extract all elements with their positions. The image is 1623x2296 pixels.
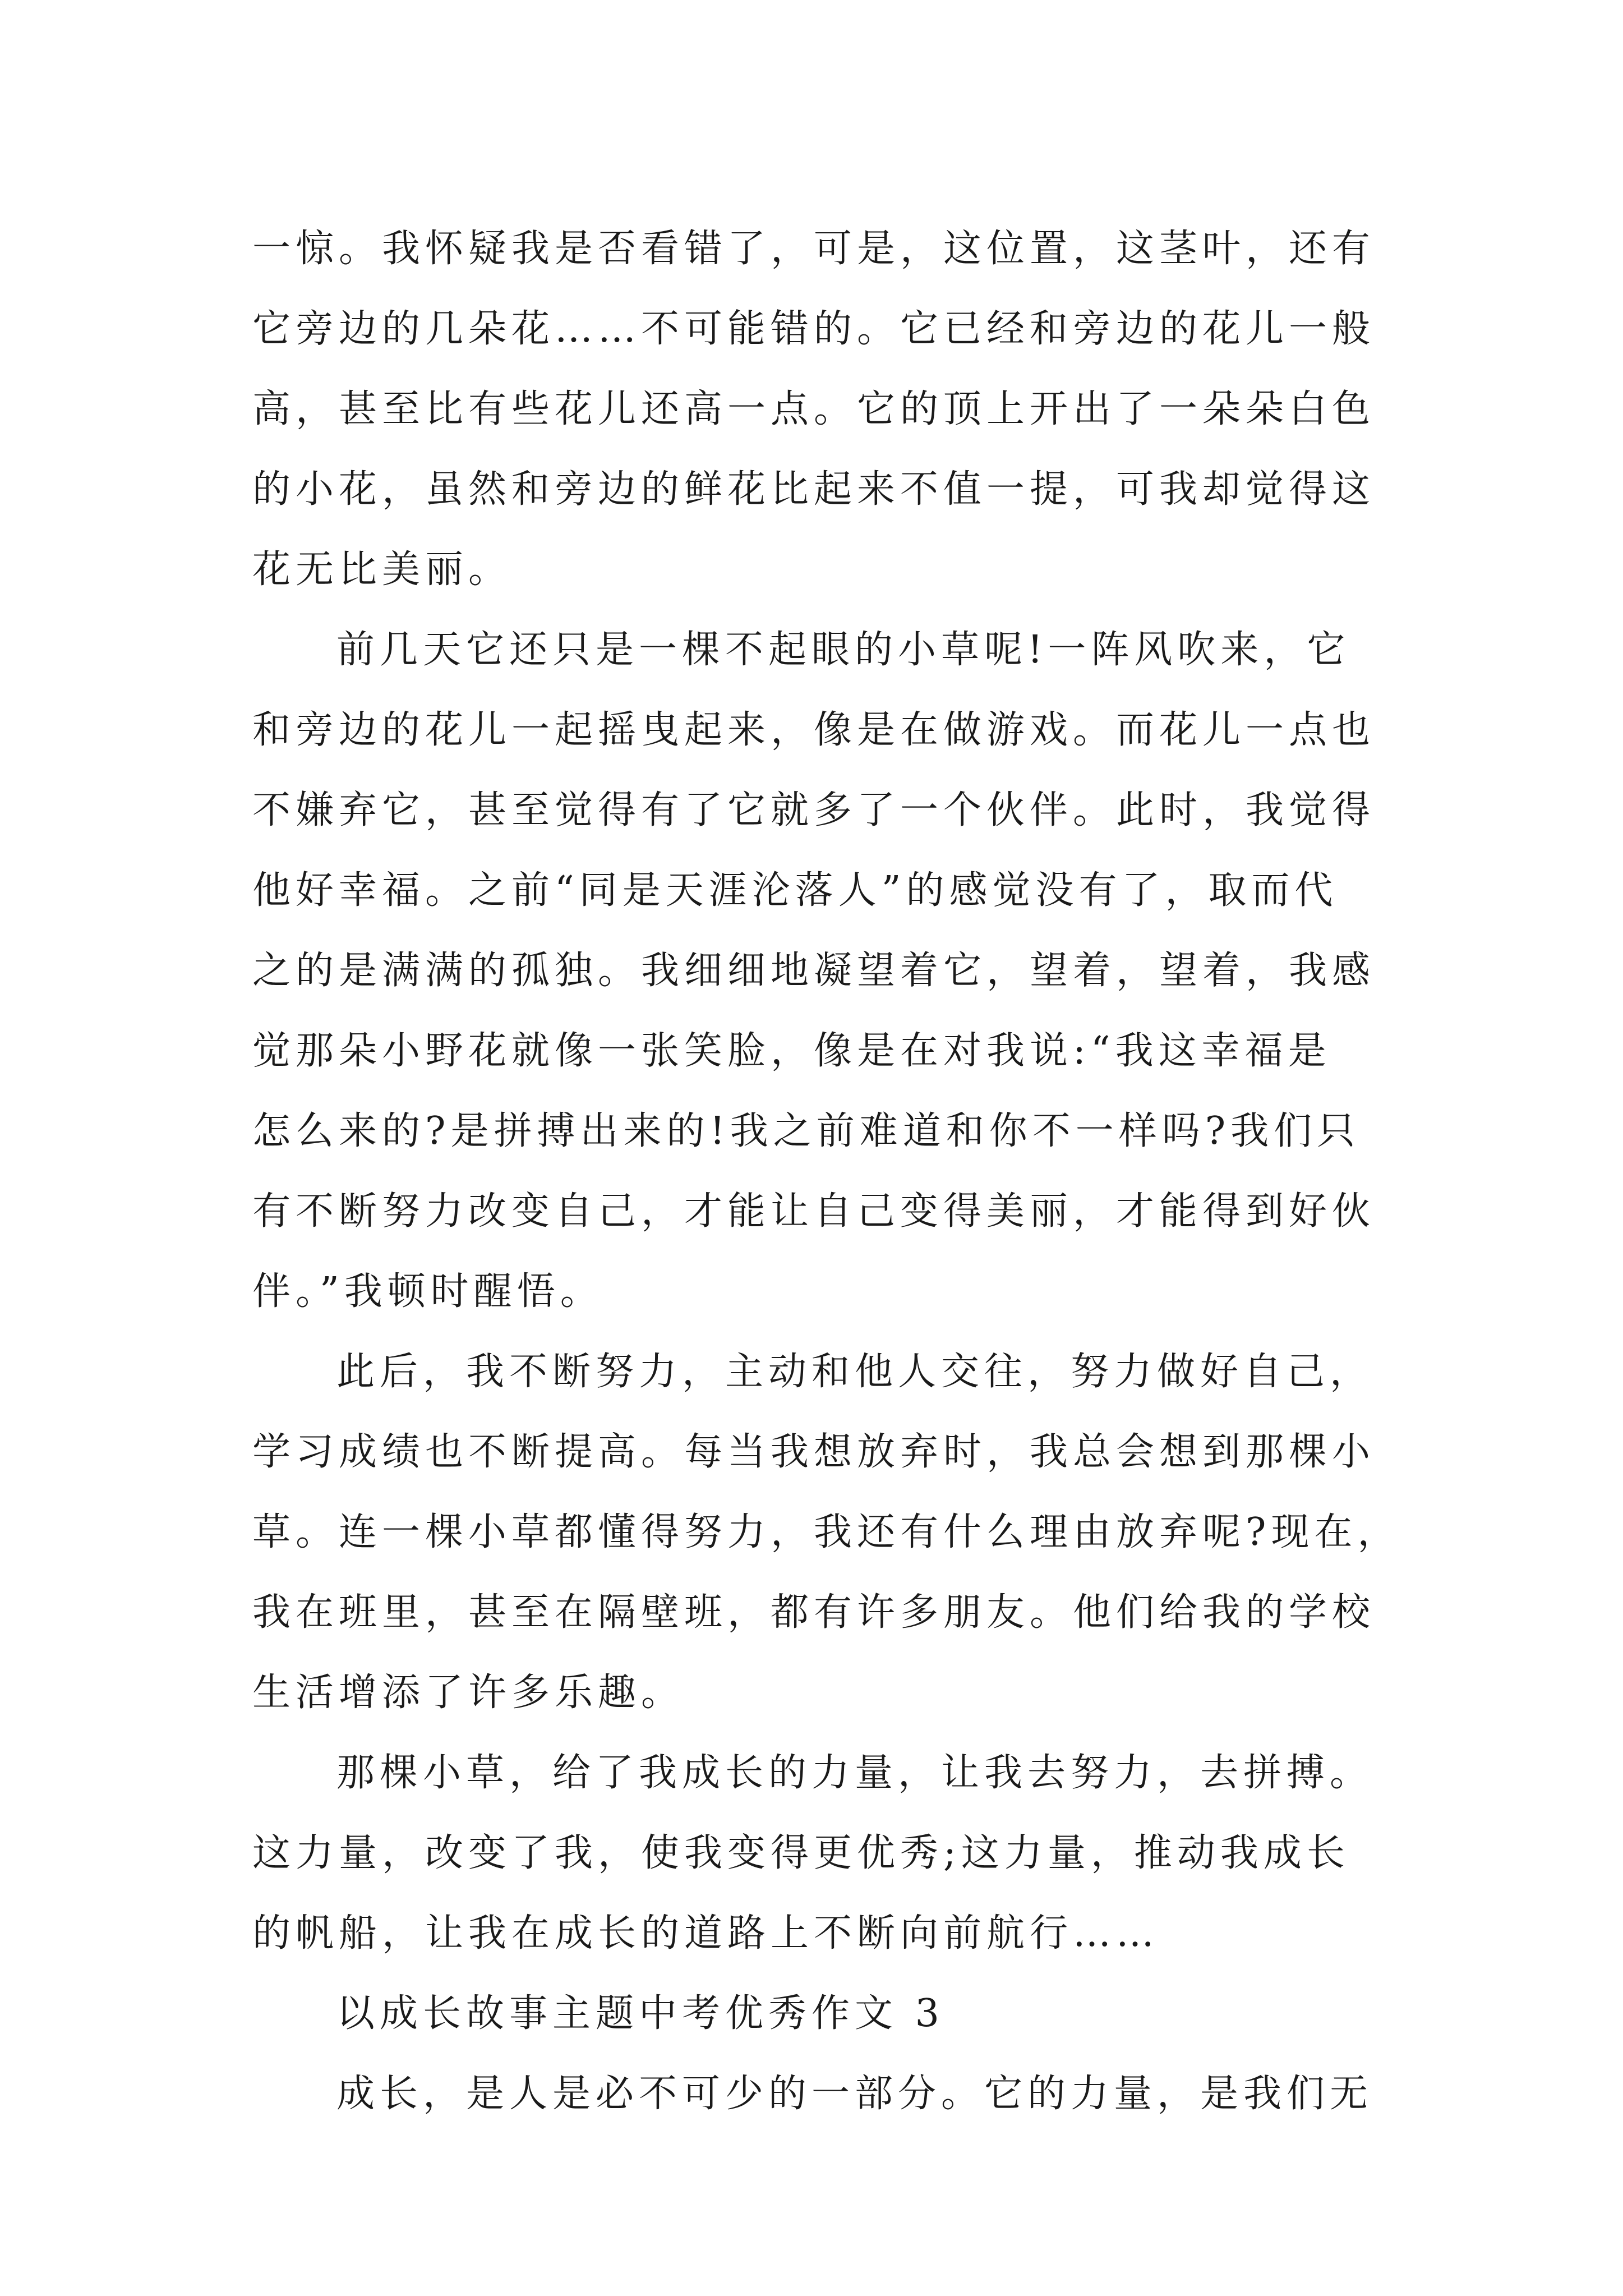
text-line: 高，甚至比有些花儿还高一点。它的顶上开出了一朵朵白色 [252, 387, 1376, 431]
text-line: 那棵小草，给了我成长的力量，让我去努力，去拼搏。 [336, 1751, 1373, 1795]
text-line: 它旁边的几朵花……不可能错的。它已经和旁边的花儿一般 [252, 307, 1376, 351]
text-line: 伴。”我顿时醒悟。 [252, 1269, 603, 1314]
text-line: 怎么来的?是拼搏出来的!我之前难道和你不一样吗?我们只 [252, 1109, 1361, 1153]
text-line: 前几天它还只是一棵不起眼的小草呢!一阵风吹来，它 [336, 628, 1350, 672]
text-line: 的帆船，让我在成长的道路上不断向前航行…… [252, 1911, 1160, 1955]
text-line: 觉那朵小野花就像一张笑脸，像是在对我说:“我这幸福是 [252, 1029, 1331, 1073]
text-line: 的小花，虽然和旁边的鲜花比起来不值一提，可我却觉得这 [252, 467, 1376, 512]
text-line: 之的是满满的孤独。我细细地凝望着它，望着，望着，我感 [252, 949, 1376, 993]
text-line: 一惊。我怀疑我是否看错了，可是，这位置，这茎叶，还有 [252, 227, 1376, 271]
text-line: 有不断努力改变自己，才能让自己变得美丽，才能得到好伙 [252, 1189, 1376, 1234]
text-line: 不嫌弃它，甚至觉得有了它就多了一个伙伴。此时，我觉得 [252, 788, 1376, 832]
text-line: 我在班里，甚至在隔壁班，都有许多朋友。他们给我的学校 [252, 1590, 1376, 1635]
text-line: 这力量，改变了我，使我变得更优秀;这力量，推动我成长 [252, 1831, 1350, 1875]
text-line: 生活增添了许多乐趣。 [252, 1671, 685, 1715]
section-title: 以成长故事主题中考优秀作文 3 [336, 1991, 944, 2036]
text-line: 花无比美丽。 [252, 547, 512, 592]
text-line: 成长，是人是必不可少的一部分。它的力量，是我们无 [336, 2072, 1373, 2116]
text-line: 和旁边的花儿一起摇曳起来，像是在做游戏。而花儿一点也 [252, 708, 1376, 752]
document-body [252, 209, 1401, 2134]
text-line: 此后，我不断努力，主动和他人交往，努力做好自己， [336, 1350, 1373, 1394]
text-line: 学习成绩也不断提高。每当我想放弃时，我总会想到那棵小 [252, 1430, 1376, 1474]
text-line: 他好幸福。之前“同是天涯沦落人”的感觉没有了，取而代 [252, 868, 1338, 913]
text-line: 草。连一棵小草都懂得努力，我还有什么理由放弃呢?现在， [252, 1510, 1401, 1554]
